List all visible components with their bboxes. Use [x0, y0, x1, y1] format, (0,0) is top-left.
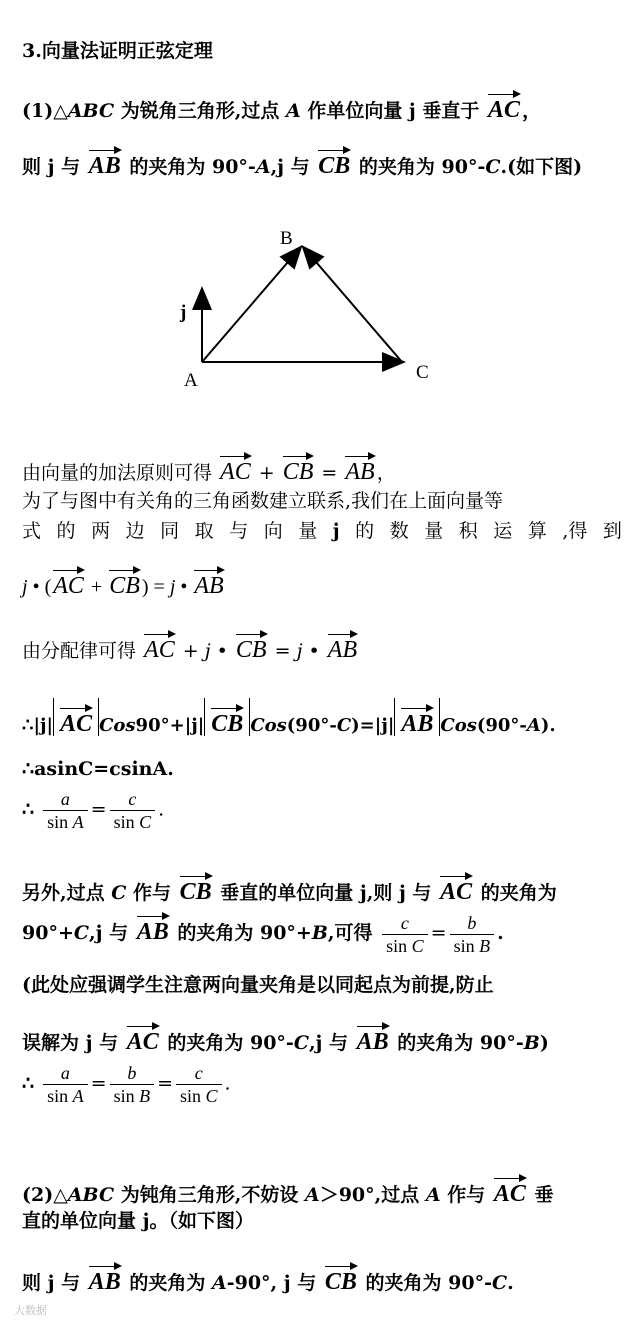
paragraph-2: 则 j 与 AB 的夹角为 90°-A,j 与 CB 的夹角为 90°-C.(如下图) [22, 153, 583, 179]
equation-dot-product: j • (AC + CB ) = j • AB [22, 573, 224, 599]
equation-asinc: ∴asinC=csinA. [22, 758, 174, 780]
ab-arrow [202, 248, 300, 362]
watermark: 大数据 [14, 1304, 47, 1317]
label-j: j [180, 302, 187, 323]
label-a: A [184, 370, 198, 391]
label-b: B [280, 228, 293, 249]
equation-law-of-sines: ∴ $\frac{a}{\text{sin A}}$ = $\frac{b}{\text{sin B}}$ = $\frac{c}{\text{sin C}}$ . [22, 1063, 231, 1106]
label-c: C [416, 362, 429, 383]
equation-addition: 由向量的加法原则可得 AC + CB = AB ， [22, 459, 396, 485]
paragraph-obtuse-2: 直的单位向量 j。（如下图） [22, 1210, 254, 1232]
equation-ratio-1: ∴ $\frac{a}{\text{sin A}}$ = $\frac{c}{\text{sin C}}$ . [22, 789, 165, 832]
paragraph-1: (1)△ABC 为锐角三角形,过点 A 作单位向量 j 垂直于 AC ， [22, 97, 542, 123]
vector-cb: CB [318, 153, 351, 179]
vector-ab: AB [88, 153, 121, 179]
page-title: 3.向量法证明正弦定理 [22, 40, 213, 62]
paragraph-3: 另外,过点 C 作与 CB 垂直的单位向量 j,则 j 与 AC 的夹角为 [22, 879, 557, 905]
paragraph-obtuse-3: 则 j 与 AB 的夹角为 A-90°, j 与 CB 的夹角为 90°-C. [22, 1269, 514, 1295]
paragraph-note: (此处应强调学生注意两向量夹角是以同起点为前提,防止 [22, 974, 494, 996]
cb-arrow [304, 248, 402, 362]
paragraph-note-2: 误解为 j 与 AC 的夹角为 90°-C,j 与 AB 的夹角为 90°-B) [22, 1029, 549, 1055]
paragraph-explain-line1: 为了与图中有关角的三角函数建立联系,我们在上面向量等 [22, 490, 504, 512]
equation-magnitude: ∴|j| AC Cos90°+|j| CB Cos(90°-C)=|j| AB Cos(90°-A). [22, 698, 622, 736]
paragraph-explain-line2: 式 的 两 边 同 取 与 向 量 j 的 数 量 积 运 算 ,得 到 [22, 520, 622, 542]
paragraph-obtuse: (2)△ABC 为钝角三角形,不妨设 A＞90°,过点 A 作与 AC 垂 [22, 1181, 554, 1207]
vector-ac: AC [488, 97, 521, 123]
equation-distributive: 由分配律可得 AC + j • CB = j • AB [22, 637, 358, 663]
triangle-diagram-acute [160, 218, 460, 398]
paragraph-4: 90°+C,j 与 AB 的夹角为 90°+B,可得 $\frac{c}{\text{sin C}}$ = $\frac{b}{\text{sin B}}$ . [22, 912, 504, 956]
